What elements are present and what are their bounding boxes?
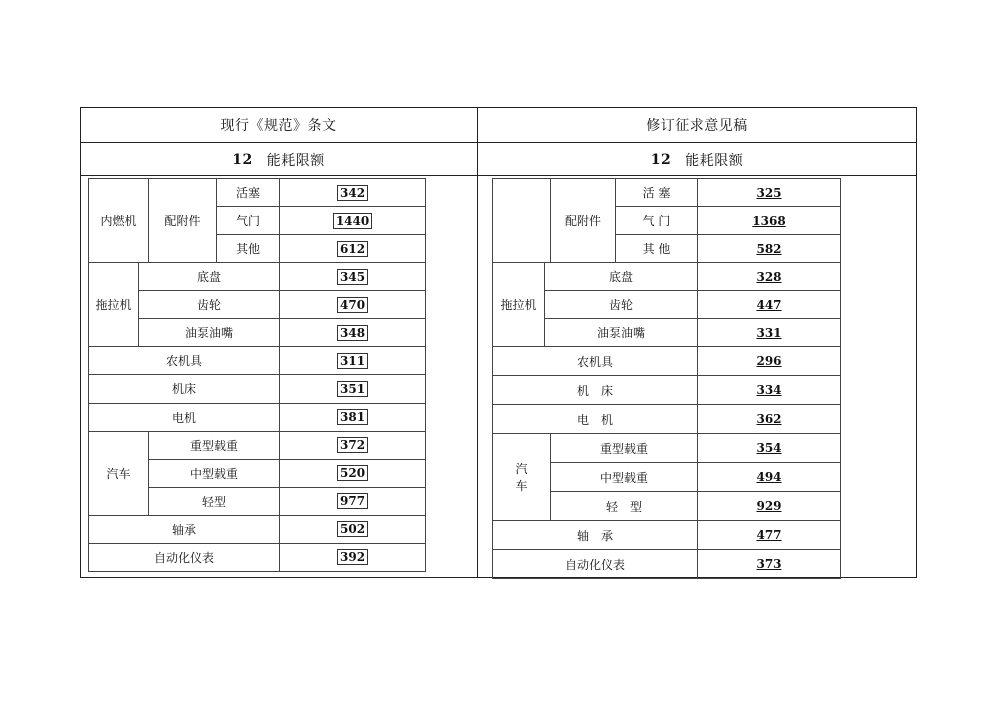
right-heavy-value — [698, 434, 841, 463]
left-section-number: 12 — [232, 151, 253, 168]
right-valve-value-text: 1368 — [752, 213, 786, 228]
right-bearing-value — [698, 521, 841, 550]
right-gear-value-text: 447 — [756, 297, 782, 312]
right-motor-label: 电 机 — [493, 405, 698, 434]
right-section-label: 能耗限额 — [685, 152, 744, 169]
other-label: 其他 — [217, 235, 280, 263]
right-section-heading — [477, 143, 917, 176]
right-heavy-value-text: 354 — [756, 441, 782, 455]
right-bearing-label: 轴 承 — [493, 521, 698, 550]
injector-value-text: 348 — [337, 325, 368, 341]
farm-machinery-label: 农机具 — [89, 347, 280, 375]
motor-label: 电机 — [89, 403, 280, 431]
right-farm-machinery-label: 农机具 — [493, 347, 698, 376]
right-piston-value — [698, 179, 841, 207]
instrument-value — [280, 543, 426, 571]
gear-label: 齿轮 — [139, 291, 280, 319]
right-title-text: 修订征求意见稿 — [646, 118, 748, 134]
right-other-value-text: 582 — [756, 241, 782, 256]
injector-value — [280, 319, 426, 347]
right-motor-value — [698, 405, 841, 434]
light-value-text: 977 — [337, 493, 368, 509]
machine-tool-label: 机床 — [89, 375, 280, 403]
right-automobile-line2: 车 — [515, 479, 528, 493]
right-chassis-label: 底盘 — [545, 263, 698, 291]
right-other-value — [698, 235, 841, 263]
right-energy-table — [492, 178, 841, 579]
right-light-value-text: 929 — [756, 499, 782, 513]
left-energy-table — [88, 178, 426, 572]
right-chassis-value-text: 328 — [756, 269, 782, 284]
machine-tool-value — [280, 375, 426, 403]
left-section-heading — [80, 143, 477, 176]
right-tractor-label: 拖拉机 — [493, 263, 545, 347]
heavy-label: 重型载重 — [149, 431, 280, 459]
right-instrument-value — [698, 550, 841, 579]
heavy-value-text: 372 — [337, 437, 368, 453]
motor-value — [280, 403, 426, 431]
instrument-value-text: 392 — [337, 549, 368, 565]
right-chassis-value — [698, 263, 841, 291]
right-parts-label: 配附件 — [551, 179, 616, 263]
chassis-value — [280, 263, 426, 291]
other-value-text: 612 — [337, 241, 368, 257]
piston-value — [280, 179, 426, 207]
right-medium-label: 中型载重 — [551, 463, 698, 492]
injector-label: 油泵油嘴 — [139, 319, 280, 347]
right-light-label: 轻 型 — [551, 492, 698, 521]
gear-value — [280, 291, 426, 319]
right-injector-value-text: 331 — [756, 325, 782, 340]
farm-machinery-value — [280, 347, 426, 375]
right-valve-label: 气 门 — [616, 207, 698, 235]
instrument-label: 自动化仪表 — [89, 543, 280, 571]
right-machine-tool-value-text: 334 — [756, 383, 782, 397]
right-bearing-value-text: 477 — [756, 528, 782, 542]
valve-value-text: 1440 — [333, 213, 372, 229]
right-light-value — [698, 492, 841, 521]
machine-tool-value-text: 351 — [337, 381, 368, 397]
medium-value — [280, 459, 426, 487]
valve-value — [280, 207, 426, 235]
right-injector-label: 油泵油嘴 — [545, 319, 698, 347]
right-instrument-value-text: 373 — [756, 557, 782, 571]
right-section-number: 12 — [650, 151, 672, 168]
light-label: 轻型 — [149, 487, 280, 515]
right-instrument-label: 自动化仪表 — [493, 550, 698, 579]
right-farm-machinery-value — [698, 347, 841, 376]
right-piston-label: 活 塞 — [616, 179, 698, 207]
piston-value-text: 342 — [337, 185, 368, 201]
left-column-title — [80, 107, 477, 143]
farm-machinery-value-text: 311 — [337, 353, 368, 369]
right-machine-tool-value — [698, 376, 841, 405]
internal-combustion-label: 内燃机 — [89, 179, 149, 263]
right-medium-value-text: 494 — [756, 470, 782, 484]
piston-label: 活塞 — [217, 179, 280, 207]
tractor-label: 拖拉机 — [89, 263, 139, 347]
right-gear-label: 齿轮 — [545, 291, 698, 319]
right-piston-value-text: 325 — [756, 185, 782, 200]
chassis-label: 底盘 — [139, 263, 280, 291]
other-value — [280, 235, 426, 263]
right-farm-machinery-value-text: 296 — [756, 354, 782, 368]
right-medium-value — [698, 463, 841, 492]
left-title-text: 现行《规范》条文 — [220, 118, 337, 134]
right-automobile-label — [493, 434, 551, 521]
right-heavy-label: 重型载重 — [551, 434, 698, 463]
bearing-value — [280, 515, 426, 543]
right-column-title — [477, 107, 917, 143]
right-valve-value — [698, 207, 841, 235]
bearing-value-text: 502 — [337, 521, 368, 537]
gear-value-text: 470 — [337, 297, 368, 313]
chassis-value-text: 345 — [337, 269, 368, 285]
heavy-value — [280, 431, 426, 459]
right-internal-combustion-blank — [493, 179, 551, 263]
motor-value-text: 381 — [337, 409, 368, 425]
left-section-label: 能耗限额 — [266, 152, 325, 169]
right-machine-tool-label: 机 床 — [493, 376, 698, 405]
medium-label: 中型载重 — [149, 459, 280, 487]
right-gear-value — [698, 291, 841, 319]
right-other-label: 其 他 — [616, 235, 698, 263]
medium-value-text: 520 — [337, 465, 368, 481]
column-divider — [477, 107, 478, 578]
right-motor-value-text: 362 — [756, 412, 782, 426]
automobile-label: 汽车 — [89, 431, 149, 515]
bearing-label: 轴承 — [89, 515, 280, 543]
light-value — [280, 487, 426, 515]
right-automobile-line1: 汽 — [515, 462, 528, 476]
valve-label: 气门 — [217, 207, 280, 235]
parts-label: 配附件 — [149, 179, 217, 263]
right-injector-value — [698, 319, 841, 347]
